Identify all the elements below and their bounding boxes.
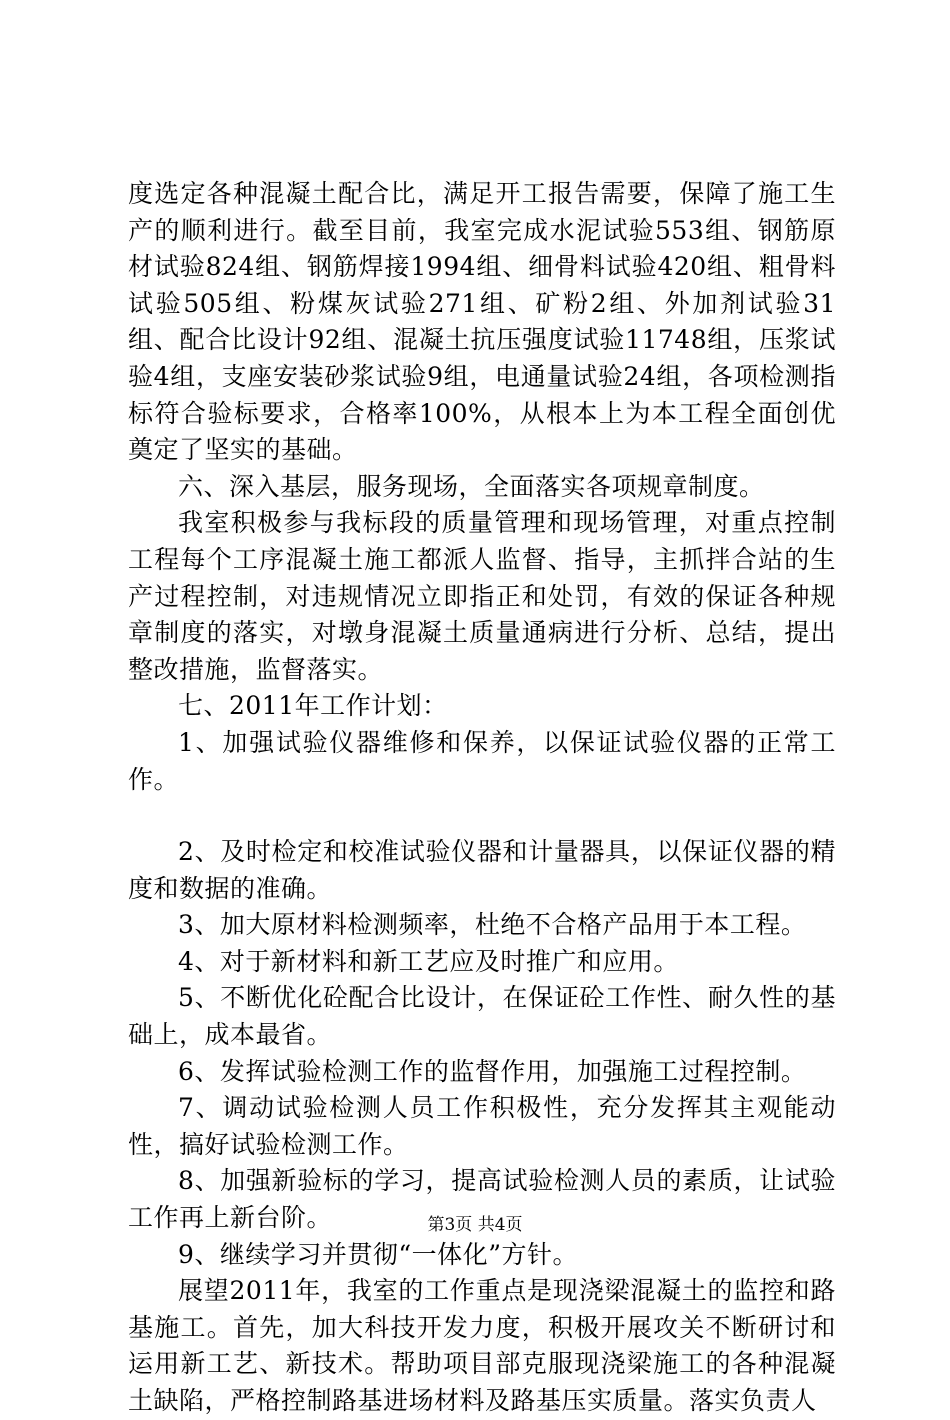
plan-item-7: 7、调动试验检测人员工作积极性，充分发挥其主观能动性，搞好试验检测工作。 (128, 1093, 836, 1159)
plan-item-4: 4、对于新材料和新工艺应及时推广和应用。 (178, 946, 679, 976)
page-number-footer: 第3页 共4页 (427, 1215, 523, 1235)
plan-item-2: 2、及时检定和校准试验仪器和计量器具，以保证仪器的精度和数据的准确。 (128, 837, 836, 903)
plan-item-9: 9、继续学习并贯彻“一体化”方针。 (178, 1239, 578, 1269)
paragraph-site-management: 我室积极参与我标段的质量管理和现场管理，对重点控制工程每个工序混凝土施工都派人监督、指导，主抓拌合站的生产过程控制，对违规情况立即指正和处罚，有效的保证各种规章制度的落实，对墩身混凝土质量通病进行分析、总结，提出整改措施，监督落实。 (128, 508, 836, 684)
blank-line (128, 798, 836, 834)
plan-item-3: 3、加大原材料检测频率，杜绝不合格产品用于本工程。 (178, 910, 807, 940)
section-heading-six: 六、深入基层，服务现场，全面落实各项规章制度。 (178, 471, 765, 501)
plan-item-1: 1、加强试验仪器维修和保养，以保证试验仪器的正常工作。 (128, 727, 836, 794)
paragraph-outlook: 展望2011年，我室的工作重点是现浇梁混凝土的监控和路基施工。首先，加大科技开发力度，积极开展攻关不断研讨和运用新工艺、新技术。帮助项目部克服现浇梁施工的各种混凝土缺陷，严格控制路基进场材料及路基压实质量。落实负责人 (128, 1276, 836, 1415)
plan-item-5: 5、不断优化砼配合比设计，在保证砼工作性、耐久性的基础上，成本最省。 (128, 983, 836, 1050)
section-heading-seven: 七、2011年工作计划： (178, 691, 448, 721)
plan-item-6: 6、发挥试验检测工作的监督作用，加强施工过程控制。 (178, 1056, 807, 1086)
paragraph-test-summary: 度选定各种混凝土配合比，满足开工报告需要，保障了施工生产的顺利进行。截至目前，我室完成水泥试验553组、钢筋原材试验824组、钢筋焊接1994组、细骨料试验420组、粗骨料试验505组、粉煤灰试验271组、矿粉2组、外加剂试验31组、配合比设计92组、混凝土抗压强度试验11748组，压浆试验4组，支座安装砂浆试验9组，电通量试验24组，各项检测指标符合验标要求，合格率100%，从根本上为本工程全面创优奠定了坚实的基础。 (128, 179, 836, 465)
plan-item-8: 8、加强新验标的学习，提高试验检测人员的素质，让试验工作再上新台阶。 (128, 1166, 836, 1233)
